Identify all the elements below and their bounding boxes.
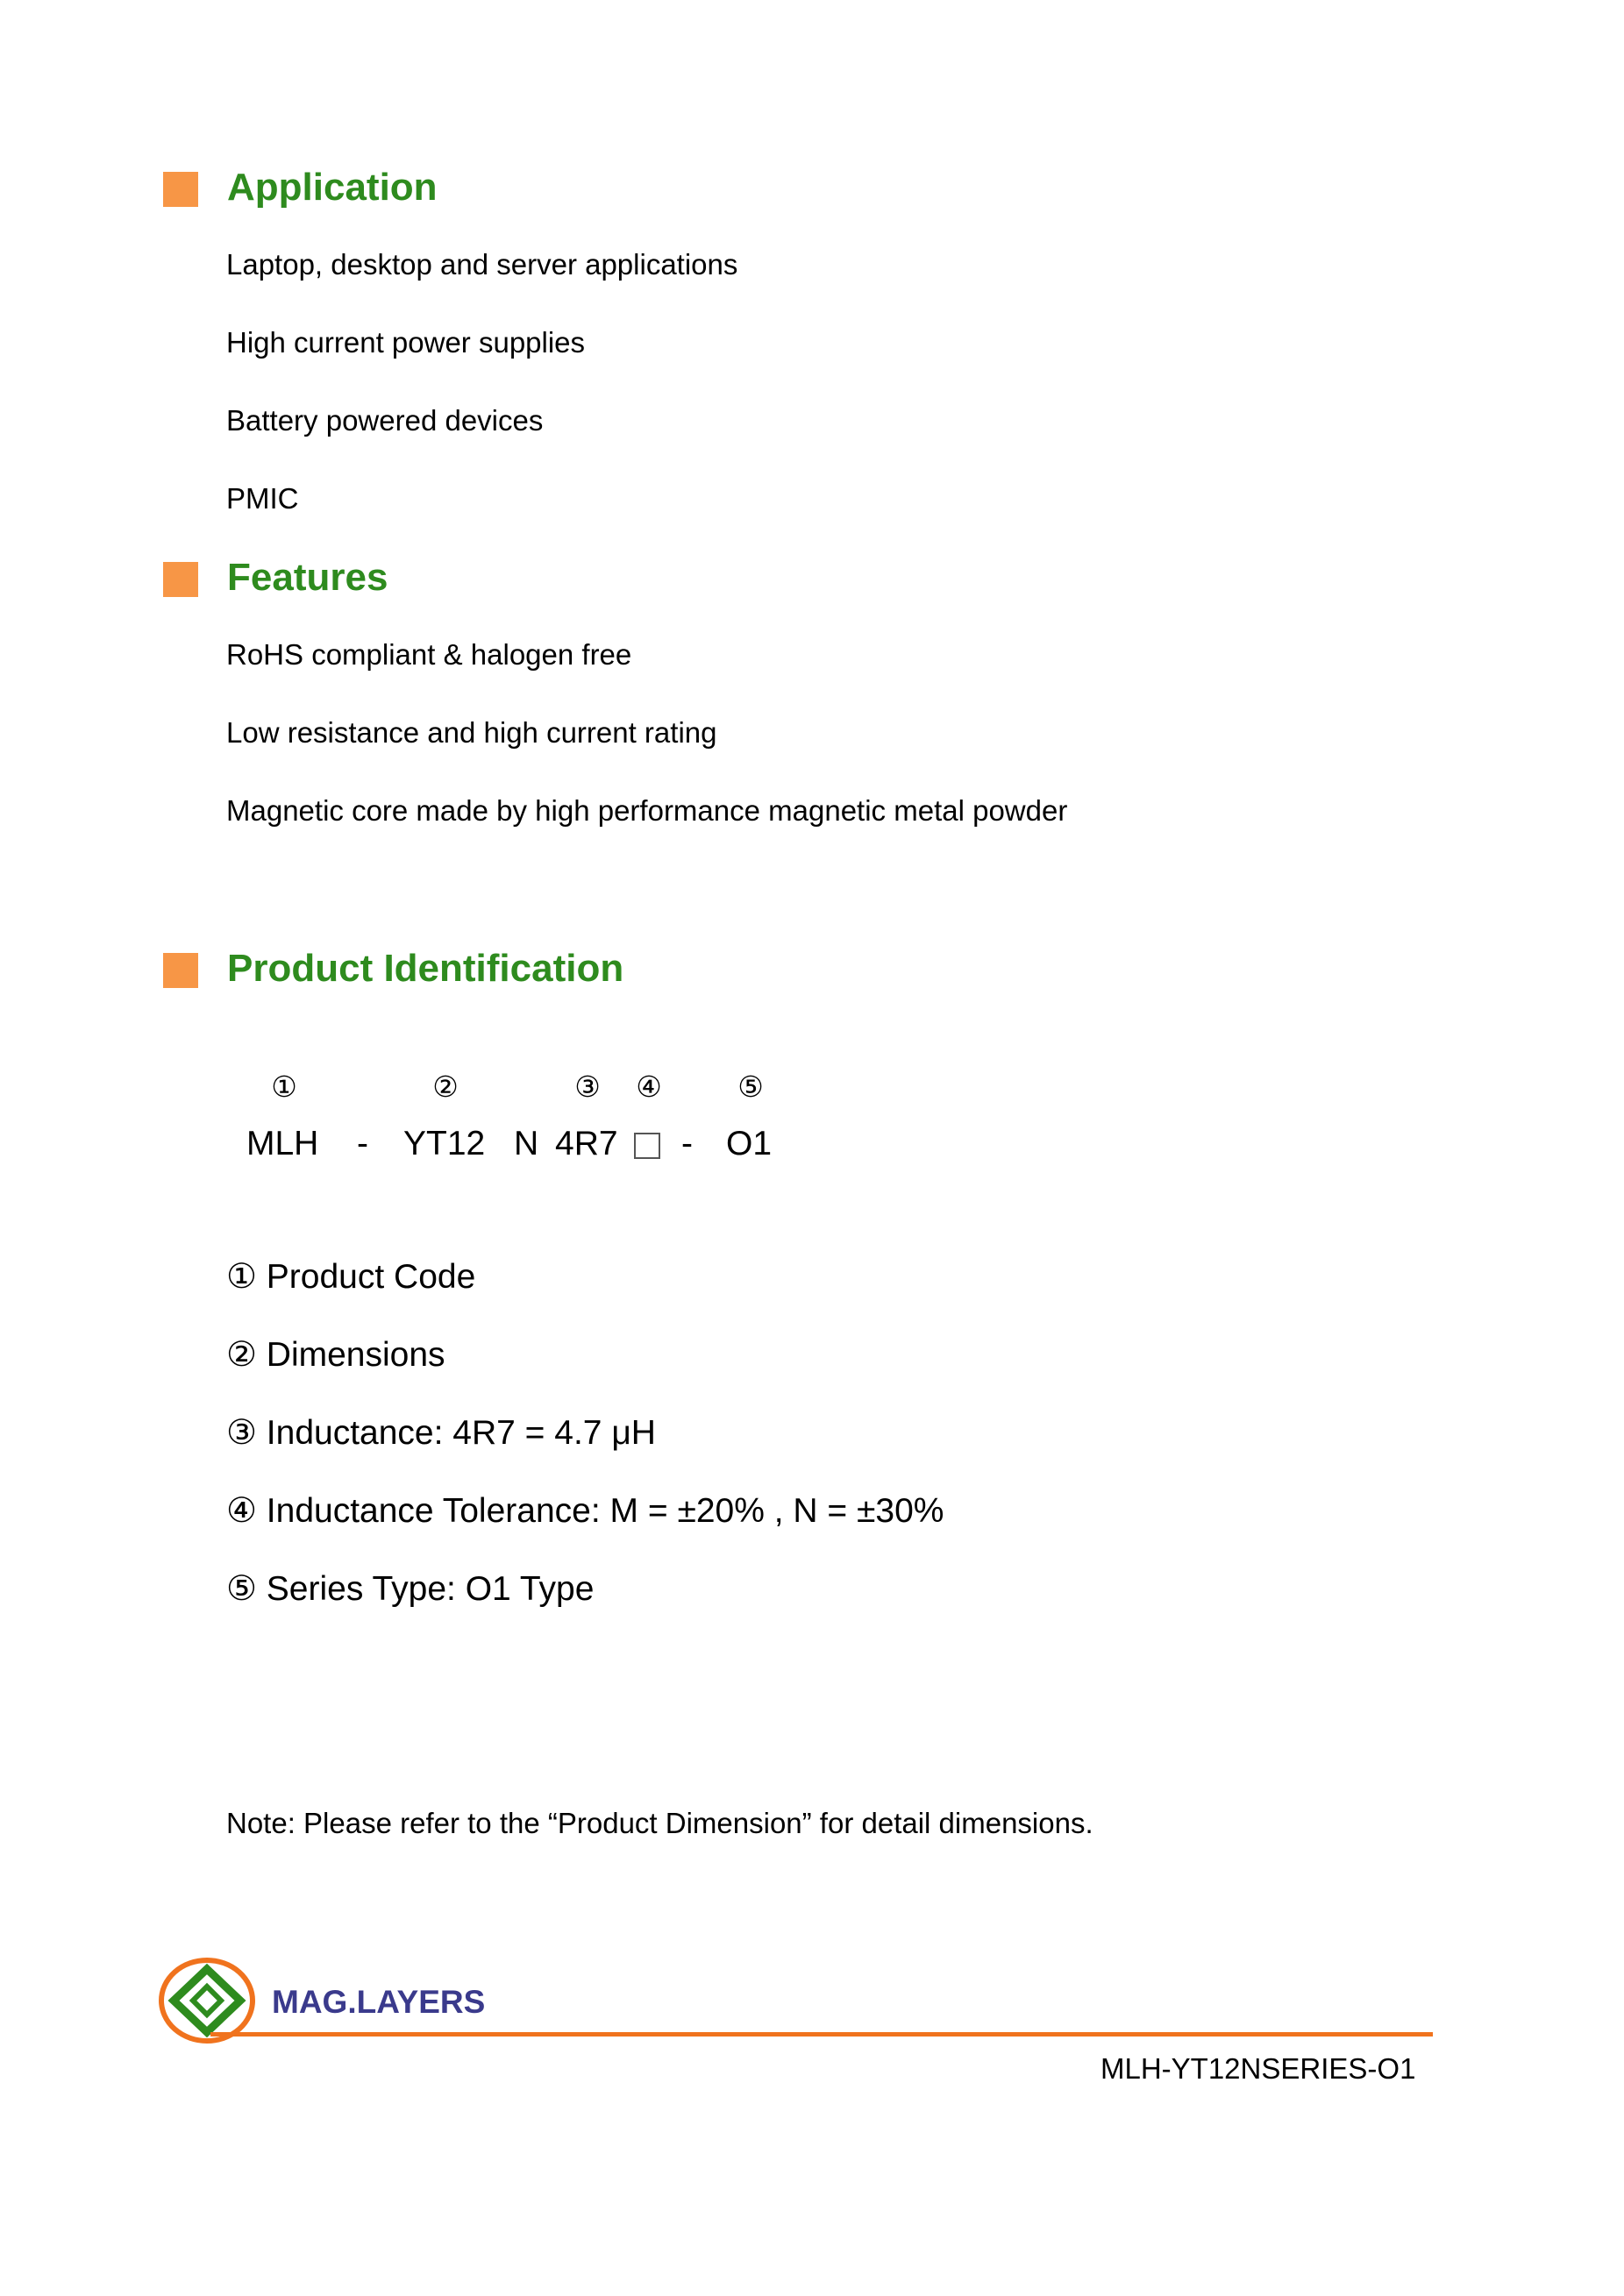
features-item: RoHS compliant & halogen free — [226, 638, 632, 671]
legend-item: ② Dimensions — [226, 1336, 445, 1374]
code-marker-2: ② — [432, 1070, 459, 1103]
code-marker-1: ① — [271, 1070, 297, 1103]
legend-item: ① Product Code — [226, 1258, 476, 1296]
document-id: MLH-YT12NSERIES-O1 — [1100, 2052, 1416, 2085]
code-inductance: 4R7 — [555, 1125, 618, 1162]
application-item: Battery powered devices — [226, 404, 544, 437]
legend-item: ⑤ Series Type: O1 Type — [226, 1570, 595, 1608]
code-letter: N — [514, 1125, 539, 1162]
heading-application: Application — [227, 166, 438, 209]
section-bullet-product-identification — [163, 953, 198, 988]
code-marker-4: ④ — [636, 1070, 662, 1103]
code-dash: - — [357, 1125, 368, 1162]
code-tolerance-box — [634, 1133, 660, 1159]
note-text: Note: Please refer to the “Product Dimension” for detail dimensions. — [226, 1807, 1093, 1839]
code-dimensions: YT12 — [403, 1125, 486, 1162]
application-item: High current power supplies — [226, 326, 586, 359]
code-marker-5: ⑤ — [737, 1070, 764, 1103]
code-dash: - — [681, 1125, 693, 1162]
features-item: Low resistance and high current rating — [226, 716, 717, 749]
footer-divider — [210, 2032, 1433, 2037]
section-bullet-features — [163, 562, 198, 597]
heading-product-identification: Product Identification — [227, 947, 624, 990]
legend-item: ④ Inductance Tolerance: M = ±20% , N = ±30% — [226, 1492, 944, 1530]
application-item: PMIC — [226, 482, 299, 515]
code-product-code: MLH — [246, 1125, 319, 1162]
code-marker-3: ③ — [574, 1070, 601, 1103]
application-item: Laptop, desktop and server applications — [226, 248, 738, 281]
code-series-type: O1 — [726, 1125, 773, 1162]
features-item: Magnetic core made by high performance magnetic metal powder — [226, 794, 1068, 827]
brand-name: MAG.LAYERS — [272, 1984, 486, 2020]
heading-features: Features — [227, 556, 388, 599]
legend-item: ③ Inductance: 4R7 = 4.7 μH — [226, 1414, 656, 1452]
section-bullet-application — [163, 172, 198, 207]
